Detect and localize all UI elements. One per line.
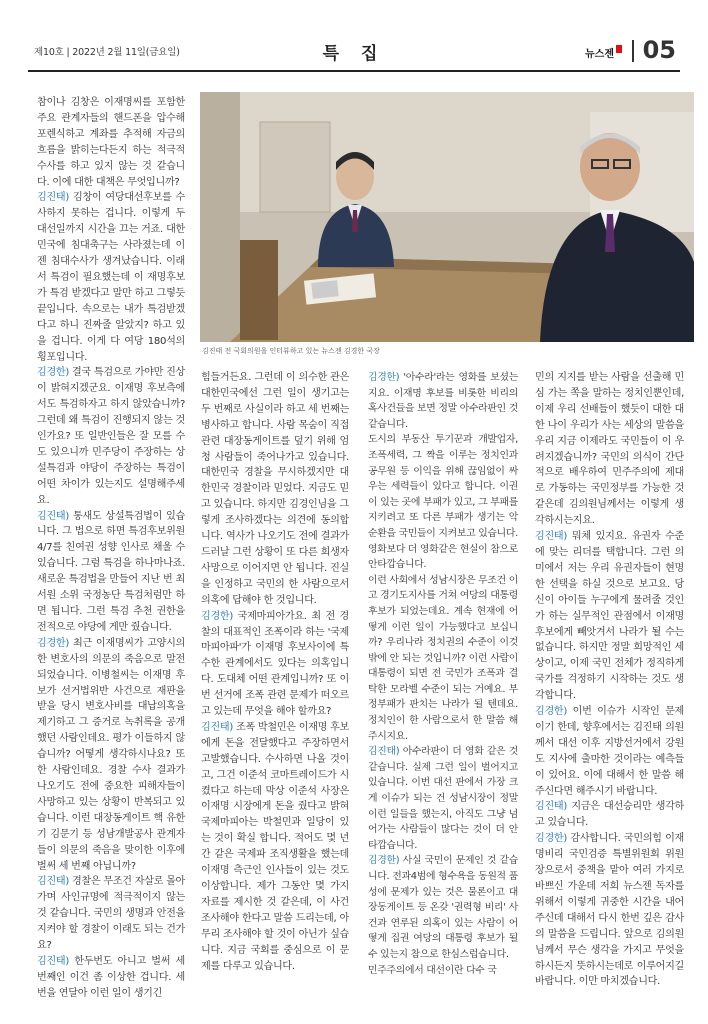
article-paragraph [368, 744, 518, 853]
paragraph-text: 아수라판이 더 영화 같은 것 같습니다. 실제 그런 일이 벌어지고 있습니다. 이번 대선 판에서 가장 크게 이슈가 되는 건 성남시장이 정말 이런 일들을 했는지, 아직도 그냥 넘어가는 사람들이 많다는 것이 더 안타깝습니다. [368, 746, 518, 851]
paragraph-text: 한두번도 아니고 벌써 세 번째인 이건 좀 이상한 겁니다. 세 번을 연달아 이런 일이 생기긴 [37, 955, 185, 999]
paragraph-text: 이번 이슈가 시작인 문제 이기 한데, 향후에서는 김진태 의원께서 대선 이후 지방선거에서 강원도 지사에 출마한 것이라는 예측들이 있어요. 이에 대해서 한 말씀 해 주신다면 해주시기 바랍니다. [535, 706, 684, 797]
article-paragraph [37, 509, 185, 636]
speaker-label: 김진태) [535, 801, 567, 813]
article-paragraph [368, 432, 518, 572]
paragraph-text: 결국 특검으로 가야만 진상이 밝혀지겠군요. 이재명 후보측에서도 특검하자고 하지 않았습니까? 그런데 왜 특검이 진행되지 않는 것인가요? 또 일반인들은 잘 모를 수도 있으니까 민주당이 주장하는 상설특검과 야당이 주장하는 특검이 어떤 차이가 있는지도 설명해주세요. [37, 367, 185, 506]
paragraph-text: 국제마피아가요. 최 전 경찰의 대표적인 조폭이라 하는 '국제마피아파'가 이재명 후보사이에 특수한 관계에서도 있다는 의혹입니다. 도대체 어떤 관계입니까? 또 이번 선거에 조폭 관련 문제가 떠오르고 있는데 무엇을 해야 할까요? [201, 610, 349, 718]
speaker-label: 김진태) [37, 192, 69, 204]
article-paragraph [201, 720, 349, 975]
paragraph-text: 민의 지지를 받는 사람을 선출해 민심 가는 쪽을 말하는 정치인뿐인데, 이제 우리 선배들이 했듯이 대한 대한 나이 우리가 사는 세상의 말씀을 우리 지금 이제라도 국민들이 이 우려지겠습니까? 국민의 의식이 간단적으로 배우하여 민주주의에 제대로 가동하는 국민정부를 가능한 것 같은데 김의원님께서는 이렇게 생각하시는지요. [535, 372, 684, 527]
article-paragraph [535, 799, 684, 831]
article-paragraph [368, 573, 518, 745]
speaker-label: 김진태) [201, 721, 233, 733]
paragraph-text: 뭐체 있지요. 유권자 수준에 맞는 리더를 택합니다. 그런 의미에서 저는 우리 유권자들이 현명한 선택을 하실 것으로 보고요. 당신이 아이들 누구에게 물려줄 것인가 하는 실무적인 관점에서 이재명 후보에게 빼앗겨서 나라가 될 수는 없습니다. 하지만 정말 희망적인 세상이고, 이제 국민 전체가 정직하게 국가를 걱정하기 시작하는 것도 생각합니다. [535, 531, 684, 702]
paragraph-text: 도시의 부동산 투기꾼과 개발업자, 조폭세력, 그 짝을 이루는 정치인과 공무원 등 이익을 위해 끊임없이 싸우는 세력들이 있다고 합니다. 이권이 있는 곳에 부패가 있고, 그 부패를 지키려고 또 다른 부패가 생기는 악순환을 국민들이 지켜보고 있습니다. 영화보다 더 영화같은 현실이 참으로 안타깝습니다. [368, 434, 518, 571]
speaker-label: 김경한) [201, 610, 233, 622]
interview-photo-illustration [200, 92, 694, 342]
paragraph-text: 김창이 여당대선후보를 수사하지 못하는 겁니다. 이렇게 두 대선일까지 시간을 끄는 거죠. 대한민국에 침대축구는 사라졌는데 이젠 침대수사가 생겨났습니다. 이래서 특검이 필요했는데 이 재명후보가 특검 받겠다고 말만 하고 그렇듯 끝입니다. 속으로는 내가 특검받겠다고 하니 진짜줄 알았지? 하고 있을 겁니다. 이게 다 여당 180석의 횡포입니다. [37, 192, 185, 363]
paragraph-text: 감사합니다. 국민의힘 이재명비리 국민검증 특별위원회 위원장으로서 중책을 맡아 여러 가지로 바쁘신 가운데 저희 뉴스젠 독자를 위해서 이렇게 귀중한 시간을 내어주신데 대해서 다시 한번 깊은 감사의 말씀을 드립니다. 앞으로 김의원님께서 무슨 생각을 가지고 무엇을 하시든지 뜻하시는데로 이루어지길 바랍니다. 이만 마치겠습니다. [535, 833, 684, 988]
paragraph-text: 이런 사회에서 성남시장은 무조건 이고 경기도지사를 거쳐 여당의 대통령 후보가 되었는데요. 계속 현재에 어떻게 이런 일이 가능했다고 보십니까? 우리나라 정치권의 수준이 이것밖에 안 되는 것입니까? 이런 사람이 대통령이 되면 전 국민가 조폭과 결탁한 모라벨 수준이 되는 거예요. 부정부패가 판치는 나라가 될 텐데요. 정치인이 한 사람으로서 한 말씀 해주시지요. [368, 574, 518, 742]
speaker-label: 김경한) [368, 372, 400, 383]
logo-text: 뉴스젠 [585, 49, 614, 60]
speaker-label: 김경한) [37, 367, 69, 379]
article-paragraph [201, 609, 349, 720]
speaker-label: 김진태) [368, 746, 400, 758]
page-number: 05 [642, 36, 676, 64]
newsgen-logo [585, 45, 622, 60]
article-paragraph [37, 95, 185, 190]
paragraph-text: 최근 이재명씨가 고양시의 한 변호사의 의문의 죽음으로 말전되었습니다. 이병철씨는 이재명 후보가 선거법위반 사건으로 재판을 받을 당시 변호사비를 대납의혹을 제기하고 그 증거로 녹취록을 공개했던 사람인데요. 평가 이들하지 않습니까? 어떻게 생각하시나요? 또 한 사람인데요. 경찰 수사 결과가 나오기도 전에 중요한 피해자들이 사망하고 있는 상황이 반복되고 있습니다. 이런 대장동게이트 핵 유한기 김문기 등 성남개발공사 관계자들이 의문의 죽음을 맞이한 이후에 벌써 세 번째 아닙니까? [37, 637, 185, 872]
article-paragraph [37, 954, 185, 1002]
article-paragraph [535, 831, 684, 990]
speaker-label: 김진태) [37, 955, 69, 967]
speaker-label: 김경한) [368, 855, 400, 867]
issue-date: 제10호 | 2022년 2월 11일(금요일) [34, 47, 180, 58]
article-paragraph [37, 190, 185, 365]
article-paragraph [535, 704, 684, 799]
page-header [28, 30, 680, 72]
paragraph-text: '아수라'라는 영화를 보셨는지요. 이재명 후보를 비롯한 비리의혹사건들을 보면 정말 아수라판인 것 같습니다. [368, 372, 518, 430]
speaker-label: 김경한) [535, 833, 567, 845]
article-paragraph [368, 963, 518, 979]
header-divider [632, 40, 634, 62]
article-paragraph [535, 529, 684, 704]
article-paragraph [37, 874, 185, 954]
paragraph-text: 사실 국민이 문제인 것 같습니다. 전과4범에 형수욕을 동원적 품성에 문제가 있는 것은 물론이고 대장동게이트 등 온갖 '권력형 비리' 사건과 연루된 의혹이 있는 사람이 어떻게 집권 여당의 대통령 후보가 될 수 있는지 참으로 한심스럽습니다. [368, 855, 518, 960]
article-column-2 [201, 370, 349, 974]
logo-mark-icon [616, 45, 622, 53]
article-column-3 [368, 370, 518, 978]
article-column-4 [535, 370, 684, 990]
article-paragraph [37, 365, 185, 508]
article-paragraph [368, 853, 518, 962]
speaker-label: 김진태) [535, 531, 567, 543]
speaker-label: 김진태) [37, 510, 69, 522]
article-column-1 [37, 95, 185, 1002]
header-rule [28, 70, 680, 72]
paragraph-text: 조폭 박철민은 이재명 후보에게 돈을 전달했다고 주장하면서 고발했습니다. 수사하면 나올 것이고, 그건 이준석 코마트레이드가 시켰다고 하는데 막상 이준석 사장은 이재명 시장에게 돈을 줬다고 밝혀 국제마피아는 박철민과 일당이 있는 것이 확실 합니다. 적어도 몇 년 간 같은 국제파 조직생활을 했는데 이재명 측근인 인사들이 있는 것도 이상합니다. 제가 그동안 몇 가지 자료를 제시한 것 같은데, 이 사건 조사해야 한다고 말씀 드리는데, 아무리 조사해야 할 것이 아닌가 싶습니다. 지금 국회를 중심으로 이 문제를 다루고 있습니다. [201, 721, 349, 972]
paragraph-text: 통새도 상설특검법이 있습니다. 그 법으로 하면 특검후보위원 4/7를 친여권 성향 인사로 채울 수 있습니다. 그럼 특검을 하나마나죠. 새로운 특검법을 만들어 지난 번 최서원 소위 국정농단 특검처럼만 하면 됩니다. 그런 특검 추천 권한을 전적으로 야당에 게만 줬습니다. [37, 510, 185, 633]
interview-photo [200, 92, 694, 342]
paragraph-text: 힘들거든요. 그런데 이 의수한 관은 대한민국에선 그런 일이 생기고는 두 번째로 사실이라 하고 세 번째는 병사하고 합니다. 사람 목숨이 직접 관련 대장동게이트를 덮기 위해 엄청 사람들이 죽어나가고 있습니다. 대한민국 경찰을 무시하겠지만 대한민국 경찰이라 믿었다. 지금도 믿고 있습니다. 하지만 김경인님을 그렇게 조사하겠다는 의견에 동의합니다. 역사가 나오기도 전에 결과가 드러날 그런 상황이 또 다른 희생자 사망으로 이어지면 안 됩니다. 진실을 인정하고 국민의 한 사람으로서 의혹에 답해야 한 것입니다. [201, 372, 349, 606]
article-paragraph [535, 370, 684, 529]
article-paragraph [37, 636, 185, 875]
paragraph-text: 지금은 대선승리만 생각하고 있습니다. [535, 801, 684, 829]
speaker-label: 김진태) [37, 876, 69, 888]
article-paragraph [368, 370, 518, 432]
speaker-label: 김경한) [535, 706, 567, 718]
paragraph-text: 참이나 김창은 이재명씨를 포함한 주요 관계자들의 핸드폰을 압수해 포렌식하고 계좌를 추적해 자금의 흐름을 밝히는다든지 하는 적극적 수사를 하고 있지 않는 것 같습니다. 이에 대한 대책은 무엇입니까? [37, 97, 185, 188]
article-paragraph [201, 370, 349, 609]
paragraph-text: 민주주의에서 대선이란 다수 국 [368, 964, 497, 976]
section-title: 특 집 [322, 44, 386, 64]
photo-caption: 김진태 전 국회의원을 인터뷰하고 있는 뉴스젠 김경한 국장 [202, 347, 380, 355]
speaker-label: 김경한) [37, 637, 69, 649]
paragraph-text: 경찰은 무조건 자살로 몰아가며 사인규명에 적극적이지 않는 것 같습니다. 국민의 생명과 안전을 지켜야 할 경찰이 이래도 되는 건가요? [37, 876, 185, 952]
